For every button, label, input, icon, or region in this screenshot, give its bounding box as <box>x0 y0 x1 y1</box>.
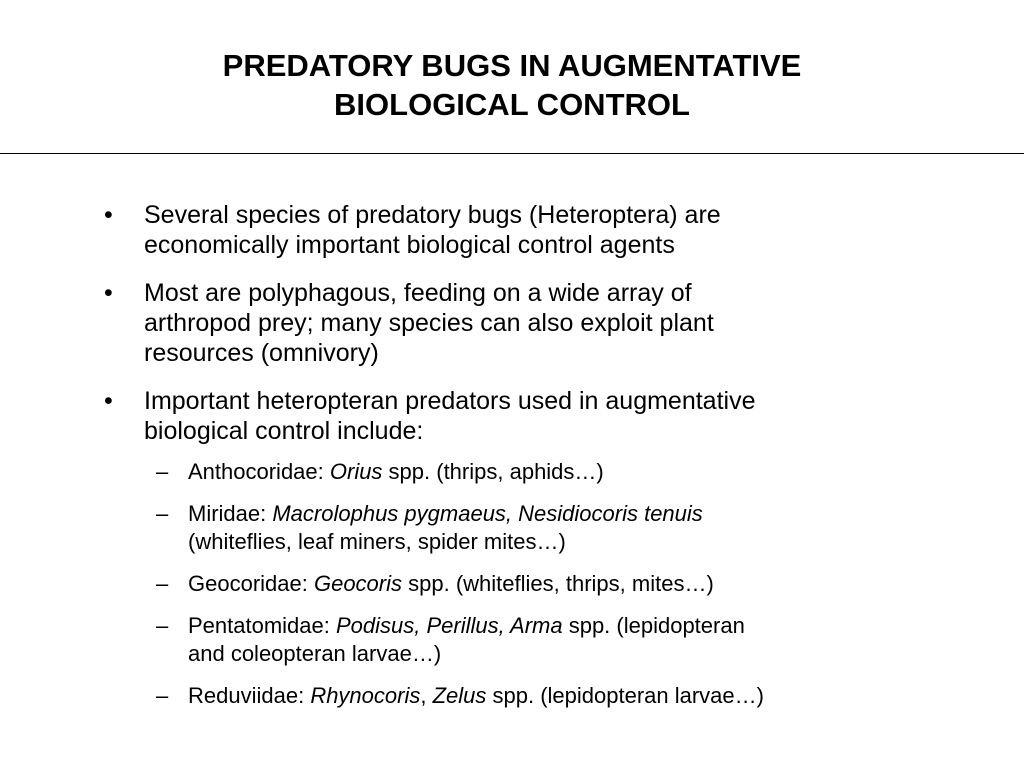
sub-detail: spp. (thrips, aphids…) <box>382 459 604 484</box>
bullet-marker: • <box>104 279 113 307</box>
separator: , <box>420 683 433 708</box>
sub-text-line <box>188 458 980 486</box>
sub-item-pentatomidae <box>100 612 980 668</box>
slide-title <box>0 46 1024 124</box>
sub-detail: spp. (lepidopteran larvae…) <box>486 683 764 708</box>
sub-item-reduviidae <box>100 682 980 710</box>
sub-detail: spp. (whiteflies, thrips, mites…) <box>402 571 714 596</box>
taxa-name: Rhynocoris <box>310 683 421 708</box>
bullet-item <box>100 386 980 446</box>
sub-text-line <box>188 612 980 640</box>
taxa-name: Orius <box>329 459 383 484</box>
sub-item-miridae <box>100 500 980 556</box>
sub-detail: and coleopteran larvae…) <box>188 641 442 666</box>
sub-text-line <box>188 500 980 528</box>
bullet-text-line: Most are polyphagous, feeding on a wide array of <box>144 279 692 307</box>
sub-marker: – <box>156 501 169 526</box>
bullet-text-line: resources (omnivory) <box>144 339 379 367</box>
bullet-text-line: arthropod prey; many species can also exploit plant <box>144 309 714 337</box>
bullet-marker: • <box>104 387 113 415</box>
title-line-1: PREDATORY BUGS IN AUGMENTATIVE <box>222 48 802 83</box>
family-name: Reduviidae: <box>188 683 311 708</box>
sub-marker: – <box>156 613 169 638</box>
sub-detail: spp. (lepidopteran <box>562 613 745 638</box>
taxa-name: Zelus <box>432 683 487 708</box>
family-name: Anthocoridae: <box>188 459 330 484</box>
sub-marker: – <box>156 683 169 708</box>
sub-text-line <box>188 682 980 710</box>
taxa-name: Macrolophus pygmaeus, Nesidiocoris tenuis <box>272 501 703 526</box>
sub-text-line <box>188 570 980 598</box>
bullet-text-line: economically important biological control agents <box>144 231 675 259</box>
family-name: Geocoridae: <box>188 571 314 596</box>
family-name: Pentatomidae: <box>188 613 336 638</box>
sub-marker: – <box>156 571 169 596</box>
taxa-name: Geocoris <box>313 571 403 596</box>
bullet-marker: • <box>104 201 113 229</box>
bullet-item <box>100 200 980 260</box>
title-line-2: BIOLOGICAL CONTROL <box>334 87 690 122</box>
bullet-text-line: biological control include: <box>144 417 424 445</box>
sub-marker: – <box>156 459 169 484</box>
taxa-name: Podisus, Perillus, Arma <box>335 613 563 638</box>
sub-item-geocoridae <box>100 570 980 598</box>
slide-body <box>100 200 980 724</box>
sub-detail: (whiteflies, leaf miners, spider mites…) <box>188 529 566 554</box>
sub-item-anthocoridae <box>100 458 980 486</box>
title-divider <box>0 153 1024 154</box>
bullet-text-line: Important heteropteran predators used in augmentative <box>144 387 756 415</box>
bullet-text-line: Several species of predatory bugs (Heteroptera) are <box>144 201 721 229</box>
predator-family-list <box>100 458 980 710</box>
bullet-item <box>100 278 980 368</box>
family-name: Miridae: <box>188 501 273 526</box>
